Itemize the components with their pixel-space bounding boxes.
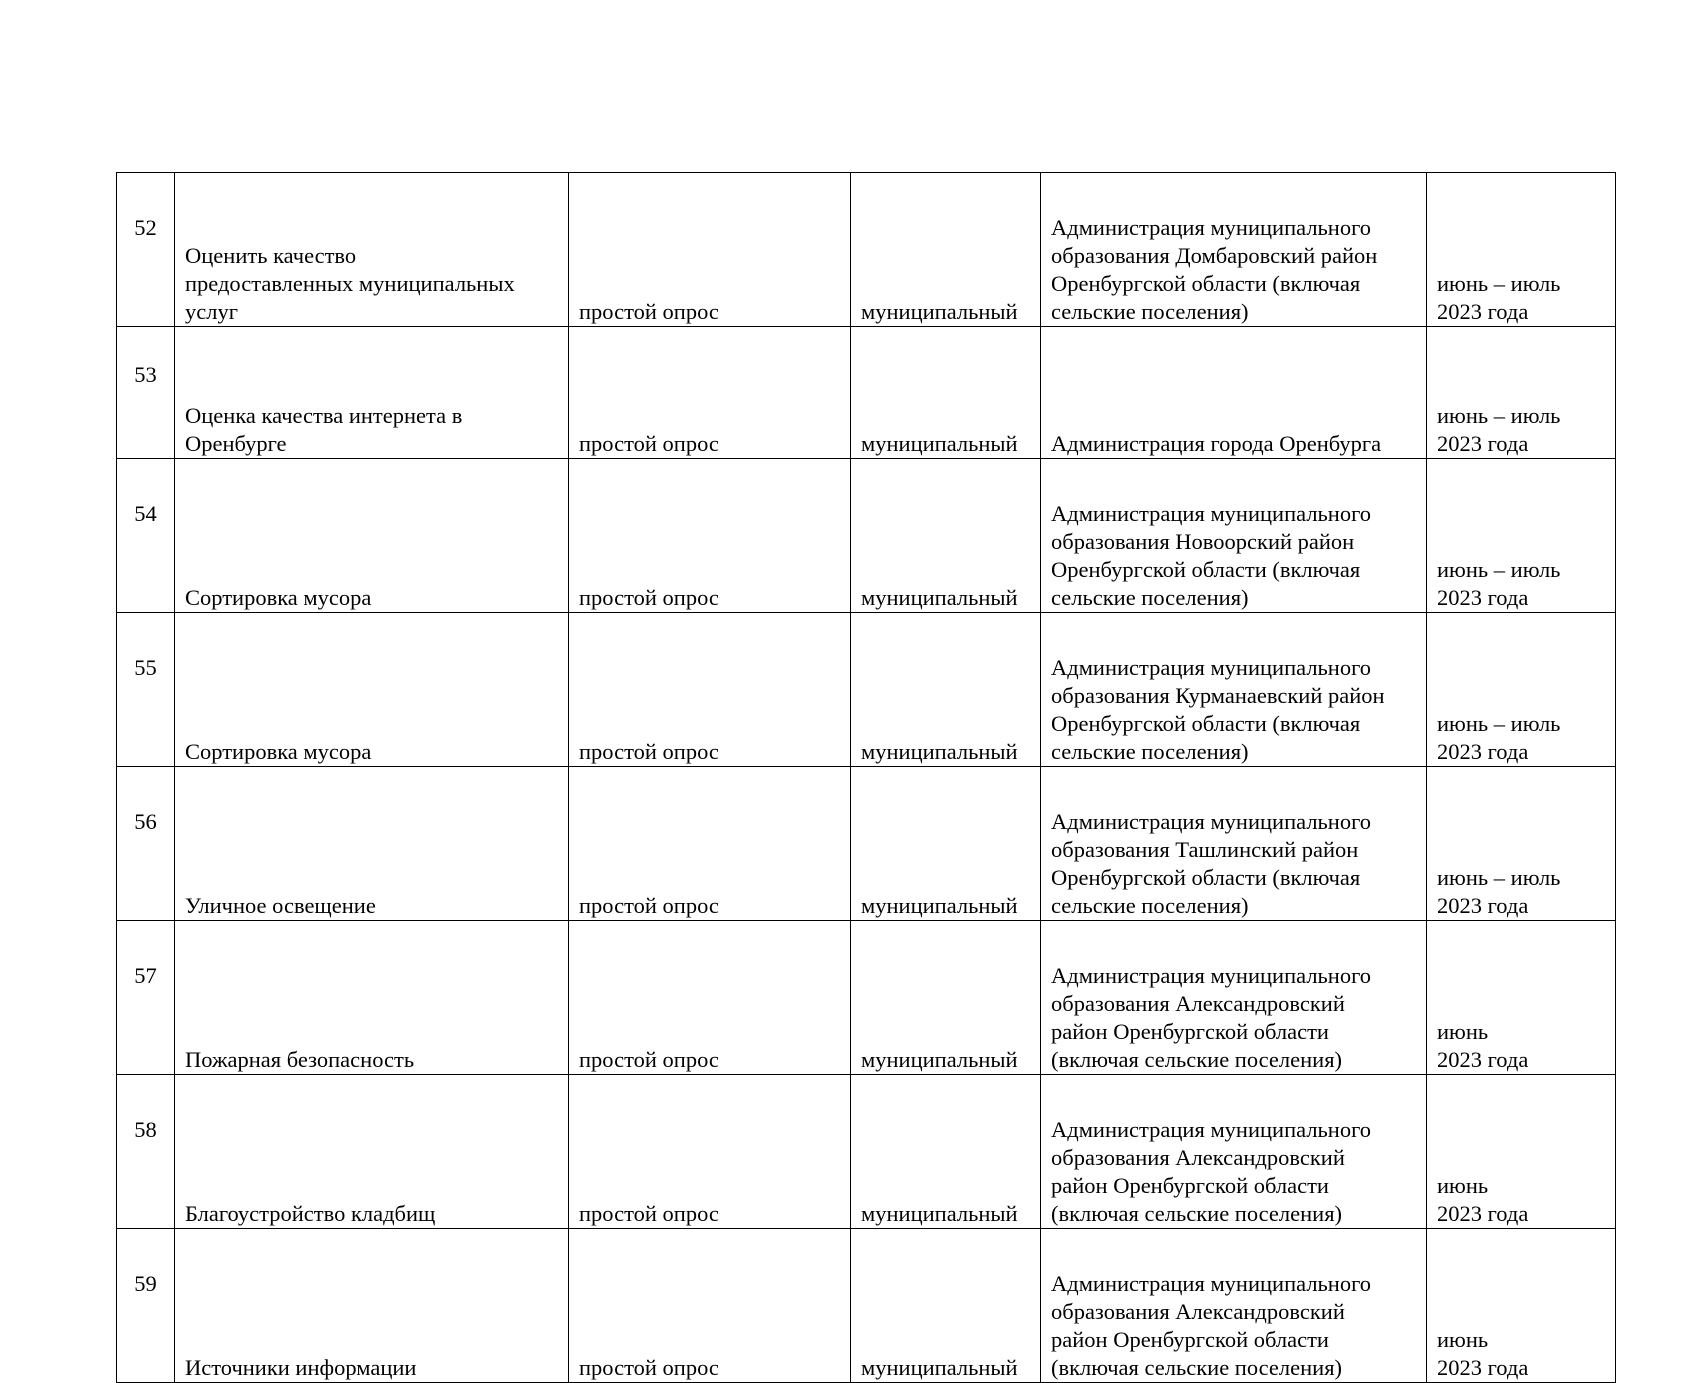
survey-period: июнь 2023 года bbox=[1427, 921, 1616, 1075]
survey-title: Оценка качества интернета в Оренбурге bbox=[175, 327, 569, 459]
survey-level: муниципальный bbox=[851, 767, 1041, 921]
row-number: 52 bbox=[117, 173, 175, 327]
table-row bbox=[117, 921, 1616, 1075]
row-number: 55 bbox=[117, 613, 175, 767]
survey-level: муниципальный bbox=[851, 613, 1041, 767]
survey-organizer: Администрация муниципального образования Александровский район Оренбургской области (включая сельские поселения) bbox=[1041, 1075, 1427, 1229]
survey-level: муниципальный bbox=[851, 1229, 1041, 1383]
survey-period: июнь 2023 года bbox=[1427, 1229, 1616, 1383]
table-row bbox=[117, 1229, 1616, 1383]
survey-level: муниципальный bbox=[851, 1075, 1041, 1229]
survey-method: простой опрос bbox=[569, 327, 851, 459]
survey-level: муниципальный bbox=[851, 921, 1041, 1075]
survey-organizer: Администрация муниципального образования Домбаровский район Оренбургской области (включая сельские поселения) bbox=[1041, 173, 1427, 327]
survey-organizer: Администрация города Оренбурга bbox=[1041, 327, 1427, 459]
survey-title: Сортировка мусора bbox=[175, 459, 569, 613]
survey-organizer: Администрация муниципального образования Александровский район Оренбургской области (включая сельские поселения) bbox=[1041, 1229, 1427, 1383]
survey-method: простой опрос bbox=[569, 459, 851, 613]
survey-period: июнь – июль 2023 года bbox=[1427, 459, 1616, 613]
table-row bbox=[117, 613, 1616, 767]
table-row bbox=[117, 327, 1616, 459]
table-row bbox=[117, 459, 1616, 613]
survey-method: простой опрос bbox=[569, 613, 851, 767]
row-number: 59 bbox=[117, 1229, 175, 1383]
table-row bbox=[117, 767, 1616, 921]
survey-period: июнь 2023 года bbox=[1427, 1075, 1616, 1229]
survey-method: простой опрос bbox=[569, 173, 851, 327]
survey-method: простой опрос bbox=[569, 1075, 851, 1229]
row-number: 58 bbox=[117, 1075, 175, 1229]
survey-level: муниципальный bbox=[851, 459, 1041, 613]
survey-title: Источники информации bbox=[175, 1229, 569, 1383]
survey-organizer: Администрация муниципального образования Новоорский район Оренбургской области (включая сельские поселения) bbox=[1041, 459, 1427, 613]
survey-title: Благоустройство кладбищ bbox=[175, 1075, 569, 1229]
survey-period: июнь – июль 2023 года bbox=[1427, 767, 1616, 921]
survey-title: Сортировка мусора bbox=[175, 613, 569, 767]
table-row bbox=[117, 1075, 1616, 1229]
survey-period: июнь – июль 2023 года bbox=[1427, 173, 1616, 327]
survey-organizer: Администрация муниципального образования Александровский район Оренбургской области (включая сельские поселения) bbox=[1041, 921, 1427, 1075]
survey-period: июнь – июль 2023 года bbox=[1427, 613, 1616, 767]
row-number: 56 bbox=[117, 767, 175, 921]
survey-level: муниципальный bbox=[851, 327, 1041, 459]
table-row bbox=[117, 173, 1616, 327]
survey-title: Оценить качество предоставленных муниципальных услуг bbox=[175, 173, 569, 327]
survey-title: Уличное освещение bbox=[175, 767, 569, 921]
survey-method: простой опрос bbox=[569, 921, 851, 1075]
survey-title: Пожарная безопасность bbox=[175, 921, 569, 1075]
survey-organizer: Администрация муниципального образования Ташлинский район Оренбургской области (включая сельские поселения) bbox=[1041, 767, 1427, 921]
survey-period: июнь – июль 2023 года bbox=[1427, 327, 1616, 459]
row-number: 54 bbox=[117, 459, 175, 613]
row-number: 53 bbox=[117, 327, 175, 459]
survey-method: простой опрос bbox=[569, 767, 851, 921]
survey-level: муниципальный bbox=[851, 173, 1041, 327]
row-number: 57 bbox=[117, 921, 175, 1075]
survey-plan-table bbox=[116, 172, 1616, 1383]
survey-organizer: Администрация муниципального образования Курманаевский район Оренбургской области (включая сельские поселения) bbox=[1041, 613, 1427, 767]
survey-method: простой опрос bbox=[569, 1229, 851, 1383]
